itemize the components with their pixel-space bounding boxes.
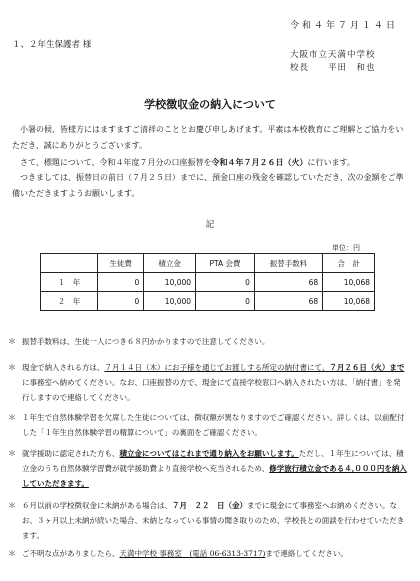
- note-contact: [8, 546, 408, 561]
- table-header: 積立金: [144, 254, 196, 273]
- letter-date: 令和４年７月１４日: [289, 21, 398, 31]
- intro-paragraph-1: 小暑の候、皆様方にはますますご清祥のこととお慶び申しあげます。平素は本校教育にご理解とご協力をいただき、誠にありがとうございます。: [12, 125, 404, 150]
- note-text: [22, 546, 408, 561]
- table-header: 生徒費: [98, 254, 144, 273]
- asterisk-icon: ＊: [8, 413, 16, 422]
- debit-date: 令和４年７月２６日（火）: [211, 157, 308, 167]
- table-cell: 10,000: [144, 292, 196, 311]
- note-text: [22, 498, 408, 543]
- table-header: PTA 会費: [196, 254, 255, 273]
- table-cell: 10,068: [323, 292, 375, 311]
- table-header: 振替手数料: [254, 254, 322, 273]
- table-header: 合 計: [323, 254, 375, 273]
- note-cash-payment: [8, 360, 408, 405]
- recipient: １、２年生保護者 様: [12, 40, 92, 50]
- note-part: 現金で納入される方は、: [22, 363, 105, 372]
- note-emphasis: 修学旅行積立金である４,０００円を納入していただきます。: [22, 464, 407, 488]
- note-deadline: ７月２６日（火）まで: [329, 363, 405, 372]
- note-deadline: ７月 ２２ 日（金）: [172, 501, 247, 510]
- document-title: 学校徴収金の納入について: [144, 98, 276, 111]
- note-part: までに現金にて事務室へお納めください。なお、３ヶ月以上未納が続いた場合、未納となっている事情の聞き取りのため、学校長との面談を行わせていただきます。: [22, 501, 405, 540]
- table-row: [41, 292, 375, 311]
- note-text: [22, 446, 408, 491]
- intro-p2-pre: さて、標題について、令和４年度７月分の口座振替を: [12, 158, 212, 167]
- table-row: [41, 273, 375, 292]
- grade-cell: ２ 年: [41, 292, 98, 311]
- table-cell: 0: [98, 292, 144, 311]
- note-first-year: [8, 410, 408, 440]
- sender-school: 大阪市立天満中学校: [290, 50, 376, 60]
- table-header: [41, 254, 98, 273]
- note-school-aid: [8, 446, 408, 491]
- asterisk-icon: ＊: [8, 501, 16, 510]
- note-part: ６月以前の学校徴収金に未納がある場合は、: [22, 501, 172, 510]
- fee-table: [40, 253, 375, 311]
- note-part: ただし、１年生については、積立金のうち自然体験学習費が就学援助費より直接学校へ充当されるため、: [22, 449, 404, 473]
- table-cell: 0: [98, 273, 144, 292]
- table-cell: 68: [254, 273, 322, 292]
- grade-cell: １ 年: [41, 273, 98, 292]
- asterisk-icon: ＊: [8, 337, 16, 346]
- intro-p2-post: に行います。: [307, 158, 355, 167]
- asterisk-icon: ＊: [8, 449, 16, 458]
- unit-label: 単位：円: [332, 244, 360, 252]
- contact-office: 天満中学校 事務室 (電話 06-6313-3717): [119, 549, 266, 558]
- sender-principal: 校長 平田 和也: [290, 63, 376, 73]
- note-text: [22, 360, 408, 405]
- note-arrears: [8, 498, 408, 543]
- note-part: ご不明な点がありましたら、: [22, 549, 120, 558]
- note-underline: ７月１４日（木）にお子様を通じてお渡しする所定の納付書にて、: [104, 363, 330, 372]
- intro-paragraph-3: つきましては、振替日の前日（７月２５日）までに、預金口座の残金を確認していただき、次の金額をご準備いただきますようお願いします。: [12, 173, 404, 198]
- table-cell: 68: [254, 292, 322, 311]
- note-part: に事務室へ納めてください。なお、口座振替の方で、現金にて直接学校窓口へ納入されたい方は、「納付書」を発行しますので連絡してください。: [22, 378, 401, 402]
- note-text: １年生で自然体験学習を欠席した生徒については、徴収額が異なりますのでご確認ください。詳しくは、以前配付した「１年生自然体験学習の精算について」の裏面をご確認ください。: [22, 413, 405, 437]
- table-cell: 10,000: [144, 273, 196, 292]
- table-cell: 0: [196, 292, 255, 311]
- intro-paragraph-2: [12, 154, 408, 171]
- table-cell: 10,068: [323, 273, 375, 292]
- note-text: 振替手数料は、生徒一人につき６８円かかりますので注意してください。: [22, 337, 270, 346]
- table-header-row: [41, 254, 375, 273]
- note-part: 就学援助に認定された方も、: [22, 449, 120, 458]
- ki-heading: 記: [205, 220, 215, 230]
- note-fee: [8, 334, 408, 349]
- note-part: まで連絡してください。: [265, 549, 348, 558]
- table-cell: 0: [196, 273, 255, 292]
- asterisk-icon: ＊: [8, 549, 16, 558]
- note-emphasis: 積立金についてはこれまで通り納入をお願いします。: [119, 449, 299, 458]
- asterisk-icon: ＊: [8, 363, 16, 372]
